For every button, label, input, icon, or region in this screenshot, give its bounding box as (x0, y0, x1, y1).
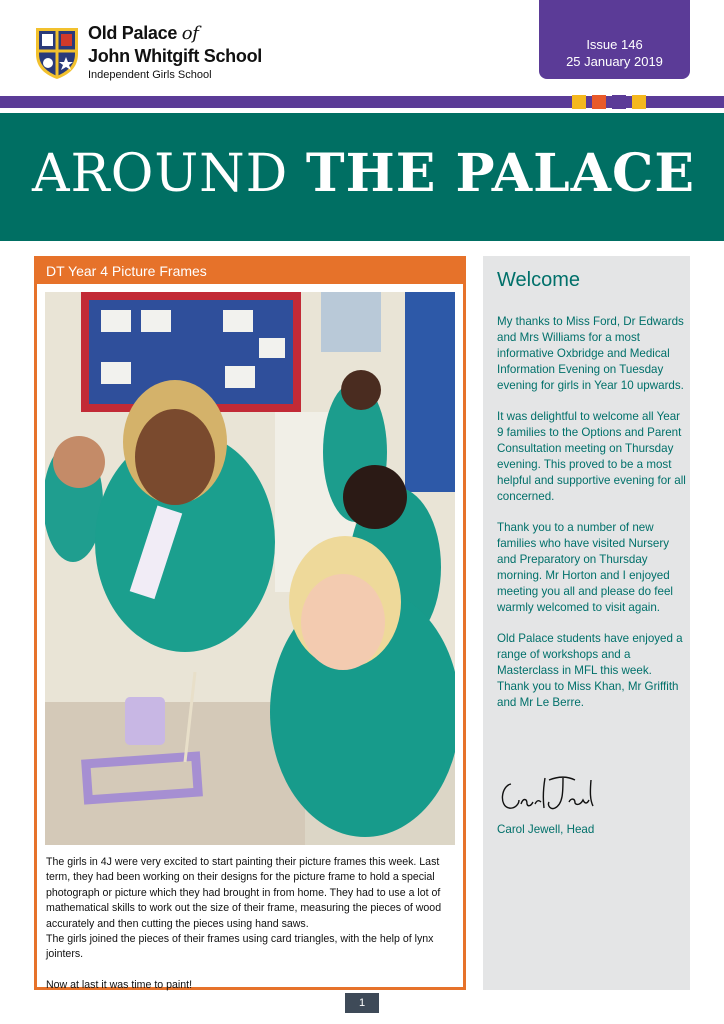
article-paragraph: The girls joined the pieces of their frames using card triangles, with the help of lynx jointers. (46, 933, 434, 961)
page-number: 1 (345, 993, 379, 1013)
welcome-paragraph: It was delightful to welcome all Year 9 families to the Options and Parent Consultation meeting on Thursday evening. This proved to be a most helpful and supportive evening for all concerned. (497, 410, 686, 503)
school-name: Old Palace of John Whitgift School Independent Girls School (88, 23, 262, 81)
issue-tab (539, 0, 690, 79)
color-squares (572, 95, 646, 109)
article-box (34, 256, 466, 990)
welcome-paragraph: Old Palace students have enjoyed a range of workshops and a Masterclass in MFL this week. Thank you to Miss Khan, Mr Griffith and Mr Le Berre. (497, 632, 683, 709)
handwritten-signature (497, 770, 597, 816)
orange-square (592, 95, 606, 109)
welcome-paragraph: Thank you to a number of new families who have visited Nursery and Preparatory on Thursday morning. Mr Horton and I enjoyed meeting you all and please do feel warmly welcomed to visit again. (497, 521, 673, 614)
school-crest-logo (34, 26, 80, 80)
welcome-title: Welcome (497, 269, 580, 291)
article-heading: DT Year 4 Picture Frames (37, 259, 463, 284)
signature-name: Carol Jewell, Head (497, 823, 595, 836)
article-paragraph: The girls in 4J were very excited to start painting their picture frames this week. Last term, they had been working on their designs for the picture frame to hold a special photograph or picture which they had brought in from home. They had to use a lot of mathematical skills to work out the size of their frame, measuring the pieces of wood accurately and then cutting the pieces using hand saws. (46, 856, 442, 930)
masthead-title: AROUND THE PALACE (32, 143, 696, 204)
purple-square (612, 95, 626, 109)
welcome-sidebar (483, 256, 690, 990)
article-paragraph: Now at last it was time to paint! (46, 978, 193, 991)
article-body (46, 855, 458, 993)
yellow-square (572, 95, 586, 109)
yellow-square (632, 95, 646, 109)
issue-date: 25 January 2019 (566, 54, 663, 69)
article-photo (45, 292, 455, 845)
school-subtitle: Independent Girls School (88, 69, 212, 81)
issue-number: Issue 146 (586, 37, 643, 52)
header (0, 0, 724, 96)
welcome-paragraph: My thanks to Miss Ford, Dr Edwards and Mrs Williams for a most informative Oxbridge and Medical Information Evening on Tuesday evening for girls in Year 10 upwards. (497, 315, 684, 392)
classroom-photo-illustration (45, 292, 455, 845)
welcome-body (497, 314, 687, 726)
